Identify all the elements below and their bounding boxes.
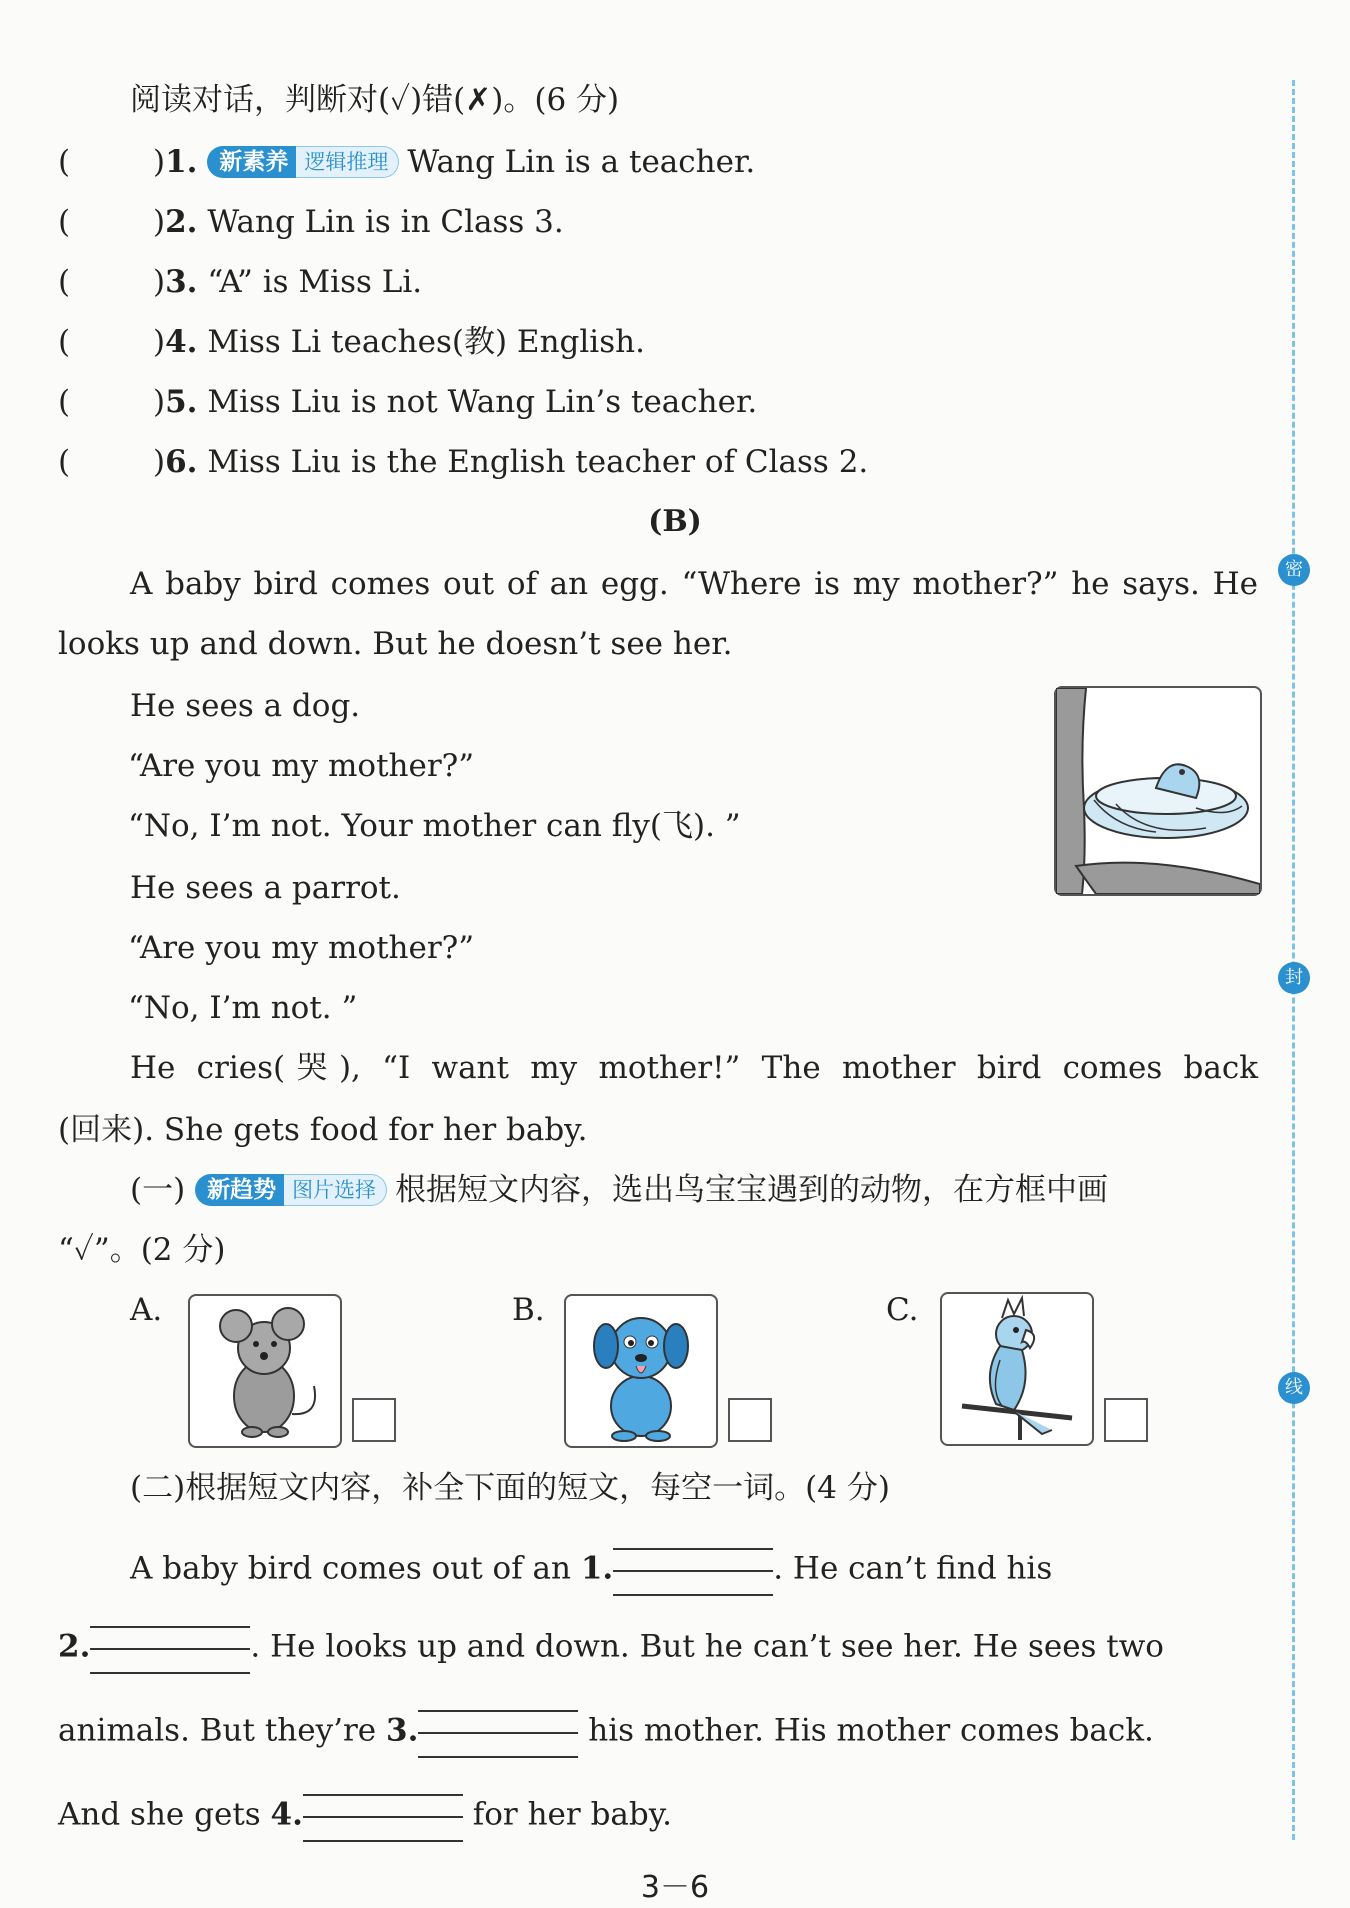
margin-label-seal: 封 <box>1278 962 1310 994</box>
section-title-b: (B) <box>648 504 702 539</box>
tag-trend: 新趋势 图片选择 <box>195 1174 387 1206</box>
answer-paren[interactable]: ( <box>58 144 71 180</box>
question-3: ( )3. “A” is Miss Li. <box>58 264 423 300</box>
option-a-image <box>188 1294 342 1448</box>
question-text: Miss Liu is the English teacher of Class 2. <box>207 444 869 480</box>
blank-4[interactable] <box>303 1786 463 1846</box>
story-line: He cries(哭), “I want my mother!” The mother bird comes back <box>130 1050 1258 1086</box>
question-b1: (一) 新趋势 图片选择 根据短文内容，选出鸟宝宝遇到的动物，在方框中画 <box>130 1172 1109 1208</box>
story-line: A baby bird comes out of an egg. “Where is my mother?” he says. He <box>130 566 1258 602</box>
nest-icon <box>1056 688 1260 894</box>
answer-paren[interactable]: ( <box>58 384 71 420</box>
question-b1-cont: “✓”。(2 分) <box>58 1232 226 1268</box>
option-b-label: B. <box>512 1292 545 1328</box>
checkbox-b[interactable] <box>728 1398 772 1442</box>
margin-label-seal: 密 <box>1278 554 1310 586</box>
page-number: 3－6 <box>640 1870 710 1905</box>
option-c-label: C. <box>886 1292 919 1328</box>
checkbox-c[interactable] <box>1104 1398 1148 1442</box>
story-line: “No, I’m not. ” <box>128 990 358 1026</box>
story-line: looks up and down. But he doesn’t see her. <box>58 626 733 662</box>
answer-paren[interactable]: ( <box>58 324 71 360</box>
question-text: “A” is Miss Li. <box>207 264 423 300</box>
question-b2: (二)根据短文内容，补全下面的短文，每空一词。(4 分) <box>130 1470 890 1506</box>
question-5: ( )5. Miss Liu is not Wang Lin’s teacher. <box>58 384 758 420</box>
story-line: He sees a parrot. <box>130 870 401 906</box>
answer-paren[interactable]: ( <box>58 444 71 480</box>
story-line: He sees a dog. <box>130 688 361 724</box>
question-text: Miss Liu is not Wang Lin’s teacher. <box>207 384 758 420</box>
cut-line <box>1292 80 1295 1840</box>
blank-3[interactable] <box>418 1702 578 1762</box>
mouse-icon <box>190 1296 340 1446</box>
blank-1[interactable] <box>613 1540 773 1600</box>
question-1: ( )1. 新素养 逻辑推理 Wang Lin is a teacher. <box>58 144 756 180</box>
question-number: 1. <box>165 144 198 180</box>
story-line: “Are you my mother?” <box>128 748 475 784</box>
answer-paren[interactable]: ( <box>58 204 71 240</box>
question-text: Miss Li teaches(教) English. <box>207 324 645 360</box>
question-2: ( )2. Wang Lin is in Class 3. <box>58 204 564 240</box>
margin-label-line: 线 <box>1278 1372 1310 1404</box>
question-6: ( )6. Miss Liu is the English teacher of Class 2. <box>58 444 869 480</box>
parrot-icon <box>942 1294 1092 1444</box>
option-b-image <box>564 1294 718 1448</box>
instruction-a: 阅读对话，判断对(✓)错(✗)。(6 分) <box>130 82 620 118</box>
checkbox-a[interactable] <box>352 1398 396 1442</box>
story-line: (回来). She gets food for her baby. <box>58 1112 588 1148</box>
option-c-image <box>940 1292 1094 1446</box>
fill-line-2: 2. . He looks up and down. But he can’t see her. He sees two <box>58 1618 1258 1678</box>
tag-literacy: 新素养 逻辑推理 <box>207 146 399 178</box>
story-line: “Are you my mother?” <box>128 930 475 966</box>
blank-2[interactable] <box>90 1618 250 1678</box>
fill-line-1: A baby bird comes out of an 1. . He can’t find his <box>130 1540 1258 1600</box>
nest-illustration <box>1054 686 1262 896</box>
option-a-label: A. <box>130 1292 163 1328</box>
fill-line-3: animals. But they’re 3. his mother. His mother comes back. <box>58 1702 1258 1762</box>
question-text: Wang Lin is in Class 3. <box>207 204 564 240</box>
question-text: Wang Lin is a teacher. <box>407 144 756 180</box>
fill-line-4: And she gets 4. for her baby. <box>58 1786 1258 1846</box>
question-4: ( )4. Miss Li teaches(教) English. <box>58 324 645 360</box>
dog-icon <box>566 1296 716 1446</box>
story-line: “No, I’m not. Your mother can fly(飞). ” <box>128 808 741 844</box>
answer-paren[interactable]: ( <box>58 264 71 300</box>
